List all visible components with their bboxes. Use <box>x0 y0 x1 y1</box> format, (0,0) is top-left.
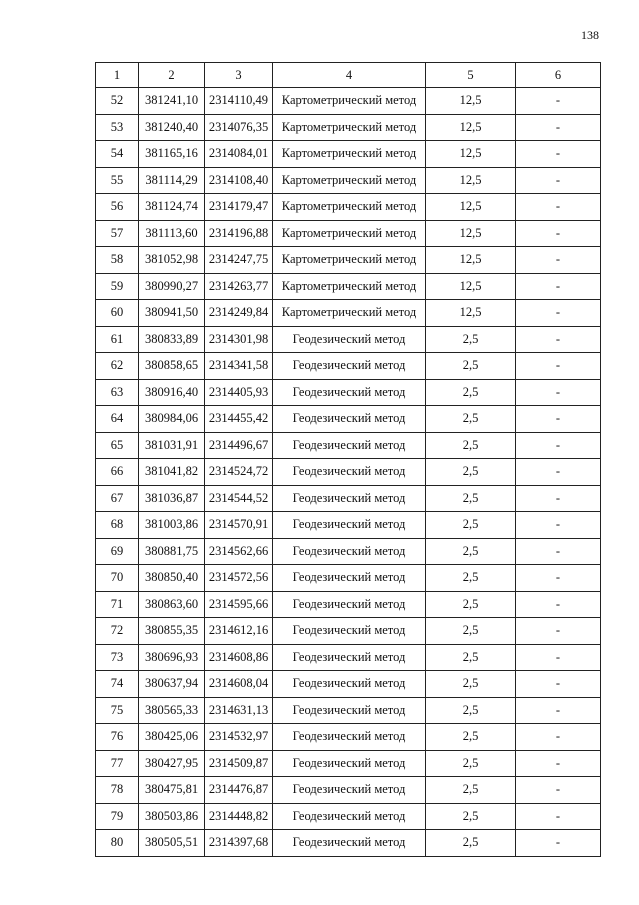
table-row <box>96 697 601 724</box>
cell-x-coordinate: 380990,27 <box>139 273 205 300</box>
cell-x-coordinate: 380941,50 <box>139 300 205 327</box>
cell-point-number: 59 <box>96 273 139 300</box>
cell-point-number: 76 <box>96 724 139 751</box>
cell-y-coordinate: 2314572,56 <box>205 565 273 592</box>
cell-accuracy: 12,5 <box>426 220 516 247</box>
cell-point-number: 63 <box>96 379 139 406</box>
cell-accuracy: 12,5 <box>426 114 516 141</box>
table-row <box>96 194 601 221</box>
cell-point-number: 73 <box>96 644 139 671</box>
cell-x-coordinate: 381240,40 <box>139 114 205 141</box>
cell-method: Геодезический метод <box>273 326 426 353</box>
cell-y-coordinate: 2314108,40 <box>205 167 273 194</box>
cell-point-number: 64 <box>96 406 139 433</box>
cell-point-number: 70 <box>96 565 139 592</box>
cell-x-coordinate: 381165,16 <box>139 141 205 168</box>
cell-y-coordinate: 2314524,72 <box>205 459 273 486</box>
cell-y-coordinate: 2314476,87 <box>205 777 273 804</box>
cell-method: Картометрический метод <box>273 247 426 274</box>
cell-point-number: 60 <box>96 300 139 327</box>
cell-note: - <box>516 88 601 115</box>
cell-y-coordinate: 2314405,93 <box>205 379 273 406</box>
table-row <box>96 777 601 804</box>
table-row <box>96 538 601 565</box>
cell-point-number: 72 <box>96 618 139 645</box>
cell-x-coordinate: 380916,40 <box>139 379 205 406</box>
cell-point-number: 56 <box>96 194 139 221</box>
table-row <box>96 565 601 592</box>
cell-method: Картометрический метод <box>273 220 426 247</box>
cell-method: Геодезический метод <box>273 750 426 777</box>
cell-note: - <box>516 353 601 380</box>
table-row <box>96 326 601 353</box>
cell-x-coordinate: 380850,40 <box>139 565 205 592</box>
cell-x-coordinate: 380863,60 <box>139 591 205 618</box>
cell-accuracy: 2,5 <box>426 406 516 433</box>
cell-accuracy: 2,5 <box>426 618 516 645</box>
cell-method: Картометрический метод <box>273 88 426 115</box>
cell-x-coordinate: 380858,65 <box>139 353 205 380</box>
cell-note: - <box>516 273 601 300</box>
table-row <box>96 671 601 698</box>
cell-method: Картометрический метод <box>273 300 426 327</box>
cell-y-coordinate: 2314448,82 <box>205 803 273 830</box>
cell-method: Геодезический метод <box>273 618 426 645</box>
cell-method: Геодезический метод <box>273 485 426 512</box>
cell-accuracy: 12,5 <box>426 141 516 168</box>
cell-note: - <box>516 803 601 830</box>
cell-accuracy: 2,5 <box>426 326 516 353</box>
cell-accuracy: 2,5 <box>426 697 516 724</box>
cell-y-coordinate: 2314397,68 <box>205 830 273 857</box>
cell-note: - <box>516 167 601 194</box>
cell-note: - <box>516 697 601 724</box>
cell-x-coordinate: 381241,10 <box>139 88 205 115</box>
cell-x-coordinate: 380475,81 <box>139 777 205 804</box>
table-row <box>96 724 601 751</box>
cell-point-number: 67 <box>96 485 139 512</box>
cell-point-number: 53 <box>96 114 139 141</box>
cell-x-coordinate: 381114,29 <box>139 167 205 194</box>
cell-point-number: 78 <box>96 777 139 804</box>
cell-y-coordinate: 2314608,86 <box>205 644 273 671</box>
cell-accuracy: 2,5 <box>426 459 516 486</box>
cell-x-coordinate: 380855,35 <box>139 618 205 645</box>
header-row <box>96 63 601 88</box>
cell-note: - <box>516 618 601 645</box>
cell-accuracy: 12,5 <box>426 88 516 115</box>
table-row <box>96 141 601 168</box>
cell-accuracy: 2,5 <box>426 750 516 777</box>
cell-method: Геодезический метод <box>273 432 426 459</box>
cell-method: Геодезический метод <box>273 671 426 698</box>
cell-y-coordinate: 2314608,04 <box>205 671 273 698</box>
cell-x-coordinate: 381124,74 <box>139 194 205 221</box>
cell-accuracy: 2,5 <box>426 724 516 751</box>
cell-method: Картометрический метод <box>273 167 426 194</box>
cell-note: - <box>516 777 601 804</box>
cell-method: Геодезический метод <box>273 724 426 751</box>
table-row <box>96 432 601 459</box>
cell-point-number: 66 <box>96 459 139 486</box>
cell-accuracy: 2,5 <box>426 379 516 406</box>
cell-point-number: 69 <box>96 538 139 565</box>
cell-accuracy: 2,5 <box>426 671 516 698</box>
cell-note: - <box>516 724 601 751</box>
cell-x-coordinate: 380565,33 <box>139 697 205 724</box>
cell-note: - <box>516 565 601 592</box>
cell-note: - <box>516 247 601 274</box>
cell-note: - <box>516 406 601 433</box>
cell-accuracy: 2,5 <box>426 432 516 459</box>
cell-point-number: 71 <box>96 591 139 618</box>
cell-x-coordinate: 380505,51 <box>139 830 205 857</box>
cell-y-coordinate: 2314247,75 <box>205 247 273 274</box>
cell-accuracy: 2,5 <box>426 803 516 830</box>
cell-accuracy: 12,5 <box>426 273 516 300</box>
cell-x-coordinate: 381041,82 <box>139 459 205 486</box>
cell-x-coordinate: 380984,06 <box>139 406 205 433</box>
cell-accuracy: 12,5 <box>426 194 516 221</box>
cell-x-coordinate: 380696,93 <box>139 644 205 671</box>
table-row <box>96 247 601 274</box>
table-row <box>96 459 601 486</box>
cell-point-number: 55 <box>96 167 139 194</box>
cell-point-number: 79 <box>96 803 139 830</box>
cell-point-number: 54 <box>96 141 139 168</box>
cell-y-coordinate: 2314196,88 <box>205 220 273 247</box>
cell-point-number: 80 <box>96 830 139 857</box>
cell-y-coordinate: 2314341,58 <box>205 353 273 380</box>
cell-method: Геодезический метод <box>273 644 426 671</box>
cell-x-coordinate: 381036,87 <box>139 485 205 512</box>
cell-y-coordinate: 2314595,66 <box>205 591 273 618</box>
cell-x-coordinate: 380503,86 <box>139 803 205 830</box>
table-row <box>96 485 601 512</box>
cell-accuracy: 2,5 <box>426 777 516 804</box>
cell-note: - <box>516 671 601 698</box>
cell-accuracy: 2,5 <box>426 485 516 512</box>
table-row <box>96 353 601 380</box>
cell-method: Геодезический метод <box>273 353 426 380</box>
cell-y-coordinate: 2314612,16 <box>205 618 273 645</box>
header-cell-4: 4 <box>273 63 426 88</box>
cell-point-number: 77 <box>96 750 139 777</box>
table-row <box>96 512 601 539</box>
cell-accuracy: 2,5 <box>426 353 516 380</box>
cell-y-coordinate: 2314084,01 <box>205 141 273 168</box>
cell-x-coordinate: 381113,60 <box>139 220 205 247</box>
cell-x-coordinate: 380833,89 <box>139 326 205 353</box>
cell-y-coordinate: 2314249,84 <box>205 300 273 327</box>
table-row <box>96 220 601 247</box>
cell-note: - <box>516 538 601 565</box>
header-cell-3: 3 <box>205 63 273 88</box>
cell-accuracy: 12,5 <box>426 300 516 327</box>
cell-x-coordinate: 380881,75 <box>139 538 205 565</box>
cell-method: Картометрический метод <box>273 273 426 300</box>
table-row <box>96 114 601 141</box>
cell-accuracy: 2,5 <box>426 591 516 618</box>
cell-x-coordinate: 381052,98 <box>139 247 205 274</box>
table-row <box>96 167 601 194</box>
table-row <box>96 750 601 777</box>
cell-point-number: 75 <box>96 697 139 724</box>
table-row <box>96 644 601 671</box>
cell-point-number: 61 <box>96 326 139 353</box>
cell-x-coordinate: 381003,86 <box>139 512 205 539</box>
table-row <box>96 591 601 618</box>
cell-point-number: 52 <box>96 88 139 115</box>
cell-accuracy: 12,5 <box>426 167 516 194</box>
cell-point-number: 65 <box>96 432 139 459</box>
header-cell-6: 6 <box>516 63 601 88</box>
cell-point-number: 74 <box>96 671 139 698</box>
page-number: 138 <box>581 28 599 42</box>
table-row <box>96 273 601 300</box>
header-cell-1: 1 <box>96 63 139 88</box>
cell-y-coordinate: 2314179,47 <box>205 194 273 221</box>
cell-note: - <box>516 326 601 353</box>
cell-y-coordinate: 2314631,13 <box>205 697 273 724</box>
cell-method: Геодезический метод <box>273 406 426 433</box>
table-row <box>96 406 601 433</box>
cell-y-coordinate: 2314532,97 <box>205 724 273 751</box>
cell-y-coordinate: 2314562,66 <box>205 538 273 565</box>
cell-note: - <box>516 830 601 857</box>
cell-note: - <box>516 300 601 327</box>
cell-x-coordinate: 381031,91 <box>139 432 205 459</box>
cell-note: - <box>516 459 601 486</box>
cell-accuracy: 2,5 <box>426 830 516 857</box>
cell-method: Геодезический метод <box>273 459 426 486</box>
cell-method: Геодезический метод <box>273 803 426 830</box>
table-body <box>96 88 601 857</box>
cell-method: Геодезический метод <box>273 565 426 592</box>
cell-note: - <box>516 644 601 671</box>
header-cell-5: 5 <box>426 63 516 88</box>
cell-method: Картометрический метод <box>273 114 426 141</box>
cell-y-coordinate: 2314509,87 <box>205 750 273 777</box>
cell-accuracy: 2,5 <box>426 538 516 565</box>
cell-method: Геодезический метод <box>273 379 426 406</box>
coordinates-table <box>95 62 601 857</box>
cell-y-coordinate: 2314301,98 <box>205 326 273 353</box>
table-header <box>96 63 601 88</box>
table-row <box>96 88 601 115</box>
table-row <box>96 300 601 327</box>
cell-y-coordinate: 2314570,91 <box>205 512 273 539</box>
cell-note: - <box>516 750 601 777</box>
cell-note: - <box>516 194 601 221</box>
cell-y-coordinate: 2314263,77 <box>205 273 273 300</box>
cell-accuracy: 2,5 <box>426 512 516 539</box>
table-row <box>96 803 601 830</box>
cell-note: - <box>516 591 601 618</box>
cell-method: Геодезический метод <box>273 512 426 539</box>
table-row <box>96 379 601 406</box>
cell-point-number: 57 <box>96 220 139 247</box>
cell-note: - <box>516 379 601 406</box>
cell-method: Геодезический метод <box>273 697 426 724</box>
cell-method: Геодезический метод <box>273 830 426 857</box>
cell-y-coordinate: 2314455,42 <box>205 406 273 433</box>
cell-accuracy: 2,5 <box>426 644 516 671</box>
cell-y-coordinate: 2314544,52 <box>205 485 273 512</box>
cell-method: Геодезический метод <box>273 538 426 565</box>
cell-accuracy: 12,5 <box>426 247 516 274</box>
cell-method: Картометрический метод <box>273 194 426 221</box>
cell-method: Картометрический метод <box>273 141 426 168</box>
header-cell-2: 2 <box>139 63 205 88</box>
cell-method: Геодезический метод <box>273 591 426 618</box>
cell-note: - <box>516 141 601 168</box>
cell-x-coordinate: 380637,94 <box>139 671 205 698</box>
cell-note: - <box>516 114 601 141</box>
cell-note: - <box>516 485 601 512</box>
cell-method: Геодезический метод <box>273 777 426 804</box>
cell-note: - <box>516 512 601 539</box>
table-row <box>96 830 601 857</box>
cell-x-coordinate: 380427,95 <box>139 750 205 777</box>
cell-note: - <box>516 220 601 247</box>
cell-point-number: 62 <box>96 353 139 380</box>
cell-y-coordinate: 2314110,49 <box>205 88 273 115</box>
table-row <box>96 618 601 645</box>
cell-point-number: 68 <box>96 512 139 539</box>
cell-accuracy: 2,5 <box>426 565 516 592</box>
cell-note: - <box>516 432 601 459</box>
cell-y-coordinate: 2314496,67 <box>205 432 273 459</box>
cell-y-coordinate: 2314076,35 <box>205 114 273 141</box>
cell-point-number: 58 <box>96 247 139 274</box>
cell-x-coordinate: 380425,06 <box>139 724 205 751</box>
